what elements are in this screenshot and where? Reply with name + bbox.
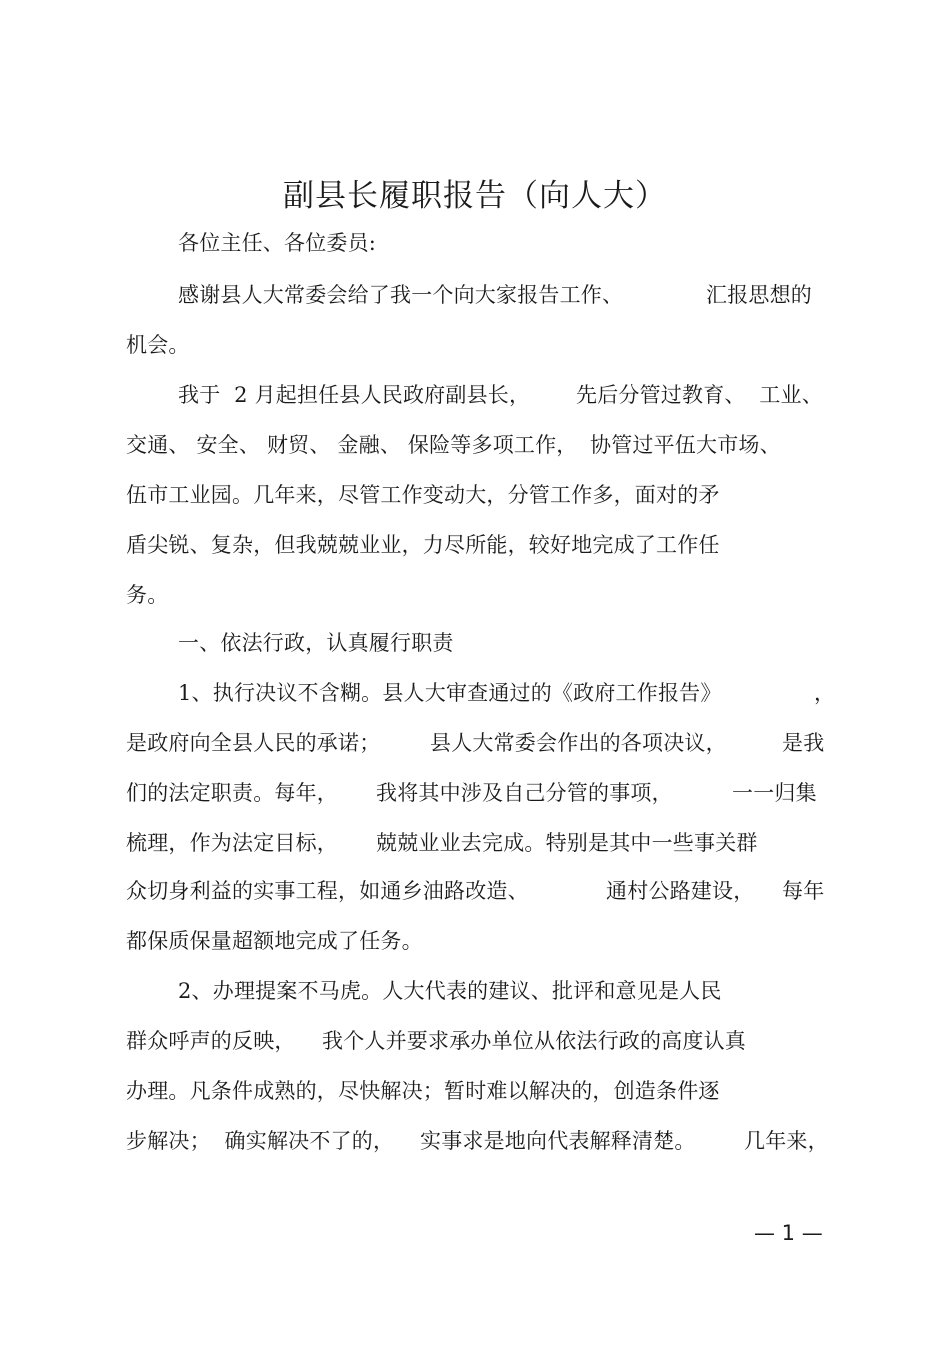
- text-segment: 交通、 安全、 财贸、 金融、 保险等多项工作，: [126, 433, 578, 457]
- text-segment: 兢兢业业去完成。特别是其中一些事关群: [376, 831, 758, 855]
- text-segment: 伍市工业园。几年来，尽管工作变动大，分管工作多，面对的矛: [126, 483, 720, 507]
- page-number: — 1 —: [754, 1221, 823, 1245]
- text-segment: 每年: [782, 879, 825, 903]
- text-segment: 2、办理提案不马虎。人大代表的建议、批评和意见是人民: [178, 979, 722, 1003]
- document-title: 副县长履职报告（向人大）: [283, 178, 667, 214]
- paragraph-line: [376, 828, 758, 858]
- paragraph-line: [126, 480, 720, 510]
- text-segment: 我个人并要求承办单位从依法行政的高度认真: [322, 1029, 746, 1053]
- paragraph-line: [606, 876, 754, 906]
- paragraph-line: [126, 876, 529, 906]
- paragraph-line: [178, 280, 623, 310]
- paragraph-line: [126, 1026, 296, 1056]
- paragraph-line: [782, 876, 824, 906]
- text-segment: 汇报思想的: [706, 283, 812, 307]
- paragraph-line: [126, 580, 168, 610]
- paragraph-line: [732, 778, 817, 808]
- text-segment: 机会。: [126, 333, 190, 357]
- text-segment: 几年来，: [744, 1129, 829, 1153]
- text-segment: 务。: [126, 583, 169, 607]
- text-segment: 们的法定职责。每年，: [126, 781, 338, 805]
- paragraph-line: [178, 380, 530, 410]
- text-segment: 我于 2 月起担任县人民政府副县长，: [178, 383, 531, 407]
- text-segment: 都保质保量超额地完成了任务。: [126, 929, 423, 953]
- paragraph-line: [126, 1126, 394, 1156]
- paragraph-line: [706, 280, 812, 310]
- paragraph-line: [126, 828, 338, 858]
- paragraph-line: [126, 430, 578, 460]
- paragraph-line: [420, 1126, 696, 1156]
- text-segment: 我将其中涉及自己分管的事项，: [376, 781, 673, 805]
- paragraph-line: [126, 728, 380, 758]
- paragraph-line: [178, 976, 722, 1006]
- paragraph-line: [126, 530, 720, 560]
- text-segment: 盾尖锐、复杂，但我兢兢业业，力尽所能，较好地完成了工作任: [126, 533, 720, 557]
- text-segment: 群众呼声的反映，: [126, 1029, 296, 1053]
- paragraph-line: [576, 380, 823, 410]
- text-segment: ，: [814, 681, 836, 705]
- text-segment: 一一归集: [732, 781, 817, 805]
- paragraph-line: [126, 778, 338, 808]
- paragraph-line: [322, 1026, 746, 1056]
- text-segment: 先后分管过教育、 工业、: [576, 383, 823, 407]
- text-segment: 县人大常委会作出的各项决议，: [430, 731, 727, 755]
- text-segment: 是我: [782, 731, 825, 755]
- paragraph-line: [782, 728, 824, 758]
- text-segment: 协管过平伍大市场、: [590, 433, 781, 457]
- text-segment: 办理。凡条件成熟的，尽快解决；暂时难以解决的，创造条件逐: [126, 1079, 720, 1103]
- paragraph-line: [814, 678, 835, 708]
- paragraph-line: [430, 728, 727, 758]
- text-segment: 步解决； 确实解决不了的，: [126, 1129, 395, 1153]
- paragraph-line: [126, 926, 423, 956]
- text-segment: 梳理，作为法定目标，: [126, 831, 338, 855]
- text-segment: 众切身利益的实事工程，如通乡油路改造、: [126, 879, 529, 903]
- paragraph-line: [376, 778, 673, 808]
- text-segment: 实事求是地向代表解释清楚。: [420, 1129, 696, 1153]
- paragraph-line: [744, 1126, 829, 1156]
- paragraph-line: [590, 430, 781, 460]
- paragraph-line: [126, 1076, 720, 1106]
- section-heading: 一、依法行政，认真履行职责: [178, 631, 454, 655]
- paragraph-line: [178, 678, 722, 708]
- text-segment: 通村公路建设，: [606, 879, 755, 903]
- paragraph-line: [126, 330, 190, 360]
- text-segment: 感谢县人大常委会给了我一个向大家报告工作、: [178, 283, 624, 307]
- salutation: 各位主任、各位委员:: [178, 231, 377, 255]
- text-segment: 1、执行决议不含糊。县人大审查通过的《政府工作报告》: [178, 681, 722, 705]
- text-segment: 是政府向全县人民的承诺；: [126, 731, 381, 755]
